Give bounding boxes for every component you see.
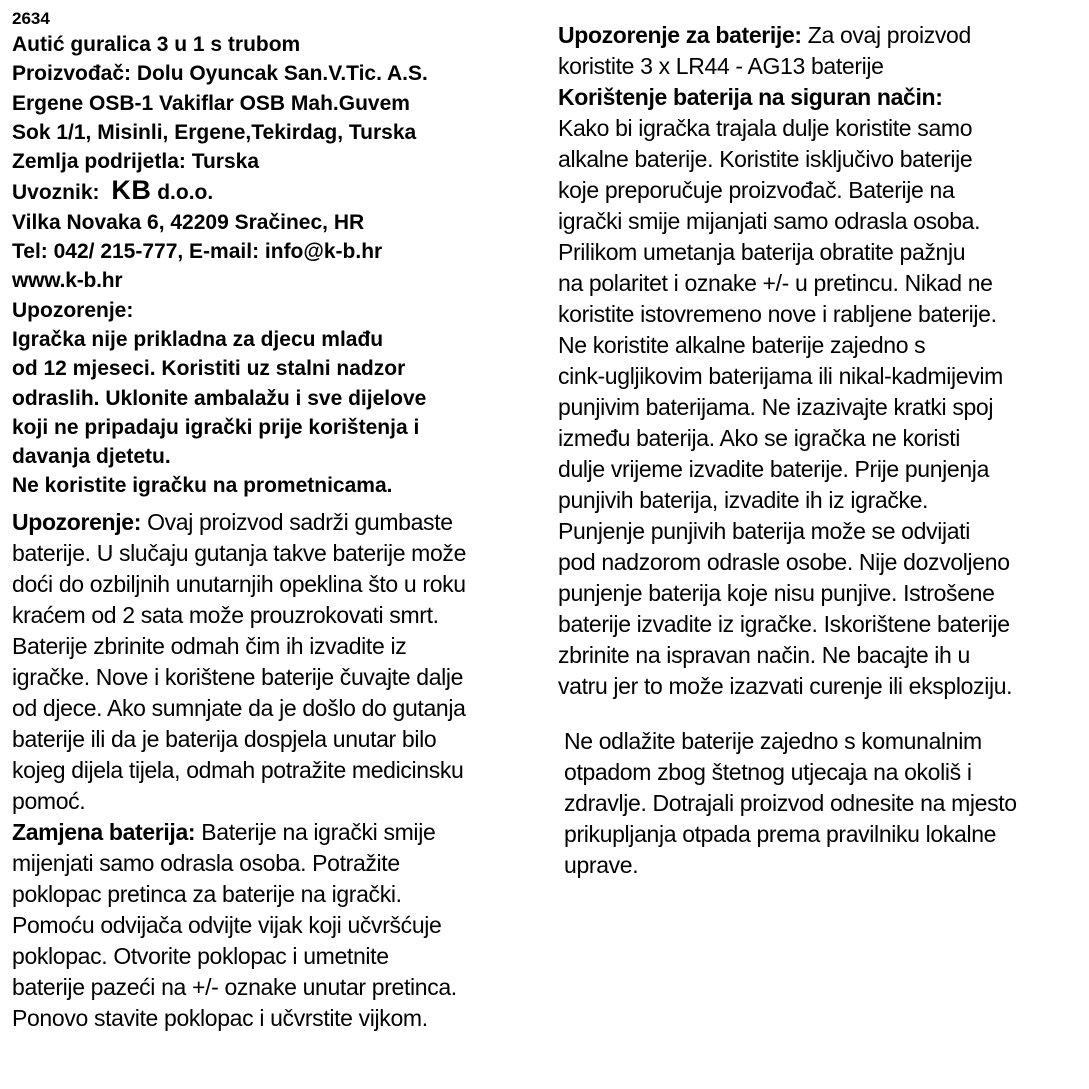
product-title: Autić guralica 3 u 1 s trubom [12, 33, 301, 56]
battery-type-first-text: Za ovaj proizvod [801, 22, 971, 48]
safe-use-line: Ne koristite alkalne baterije zajedno s [558, 332, 926, 358]
general-warning-line: davanja djetetu. [12, 445, 171, 469]
battery-replacement-line: poklopac. Otvorite poklopac i umetnite [12, 942, 389, 969]
battery-replacement-line: Ponovo stavite poklopac i učvrstite vijkom. [12, 1004, 428, 1031]
battery-warning-line: baterije ili da je baterija dospjela unutar bilo [12, 725, 437, 752]
safe-use-line: dulje vrijeme izvadite baterije. Prije punjenja [558, 456, 990, 482]
battery-warning-label: Upozorenje: [12, 508, 142, 535]
importer-website: www.k-b.hr [12, 269, 123, 293]
battery-replacement-line: Pomoću odvijača odvijte vijak koji učvršćuje [12, 911, 442, 938]
battery-type-first-line [558, 20, 1086, 51]
manufacturer-line-1: Proizvođač: Dolu Oyuncak San.V.Tic. A.S. [12, 62, 428, 86]
importer-line [12, 176, 542, 207]
general-warning-title: Upozorenje: [12, 298, 134, 322]
manufacturer-line-2: Ergene OSB-1 Vakiflar OSB Mah.Guvem [12, 91, 410, 115]
safe-use-line: igrački smije mijanjati samo odrasla osoba. [558, 208, 981, 234]
battery-warning-first-line [12, 507, 542, 538]
battery-replacement-line: baterije pazeći na +/- oznake unutar pretinca. [12, 973, 457, 1000]
battery-warning-line: Baterije zbrinite odmah čim ih izvadite iz [12, 632, 407, 659]
product-code: 2634 [12, 9, 50, 28]
safe-use-line: vatru jer to može izazvati curenje ili eksploziju. [558, 673, 1013, 699]
safe-use-line: punjivih baterija, izvadite ih iz igračke. [558, 487, 929, 513]
general-warning-line: koji ne pripadaju igrački prije korištenja i [12, 415, 420, 439]
safe-use-line: koje preporučuje proizvođač. Baterije na [558, 177, 955, 203]
battery-type-warning [558, 20, 1086, 82]
safe-use-line: pod nadzorom odrasle osobe. Nije dozvoljeno [558, 549, 1010, 575]
battery-type-label: Upozorenje za baterije: [558, 22, 802, 48]
battery-warning-line: od djece. Ako sumnjate da je došlo do gutanja [12, 694, 466, 721]
product-header [12, 8, 542, 501]
manufacturer-line-3: Sok 1/1, Misinli, Ergene,Tekirdag, Turska [12, 120, 417, 144]
disposal-notice [558, 726, 1086, 881]
country-of-origin: Zemlja podrijetla: Turska [12, 150, 260, 174]
battery-replacement-line: mijenjati samo odrasla osoba. Potražite [12, 849, 400, 876]
battery-warning-line: pomoć. [12, 787, 86, 814]
button-battery-warning [12, 507, 542, 817]
kb-logo: KB [111, 175, 152, 206]
battery-warning-first-text: Ovaj proizvod sadrži gumbaste [141, 508, 453, 535]
general-warning-line: od 12 mjeseci. Koristiti uz stalni nadzor [12, 357, 406, 381]
safe-battery-use [558, 82, 1086, 702]
safe-use-line: Punjenje punjivih baterija može se odvijati [558, 518, 970, 544]
right-column [558, 20, 1086, 881]
safe-use-line: alkalne baterije. Koristite isključivo baterije [558, 146, 973, 172]
battery-warning-line: kojeg dijela tijela, odmah potražite medicinsku [12, 756, 464, 783]
importer-contact: Tel: 042/ 215-777, E-mail: info@k-b.hr [12, 240, 383, 264]
disposal-line: prikupljanja otpada prema pravilniku lokalne [564, 821, 997, 847]
importer-suffix: d.o.o. [157, 181, 214, 205]
battery-warning-line: kraćem od 2 sata može prouzrokovati smrt. [12, 601, 439, 628]
general-warning-line: Igračka nije prikladna za djecu mlađu [12, 327, 384, 351]
battery-replacement-label: Zamjena baterija: [12, 818, 196, 845]
safe-use-title-line [558, 82, 1086, 113]
disposal-line: Ne odlažite baterije zajedno s komunalnim [564, 728, 982, 754]
safe-use-line: koristite istovremeno nove i rabljene baterije. [558, 301, 997, 327]
general-warning-line: odraslih. Uklonite ambalažu i sve dijelove [12, 386, 427, 410]
battery-replacement-first-text: Baterije na igrački smije [195, 818, 436, 845]
battery-type-line: koristite 3 x LR44 - AG13 baterije [558, 53, 884, 79]
battery-replacement-first-line [12, 817, 542, 848]
safe-use-line: Kako bi igračka trajala dulje koristite samo [558, 115, 973, 141]
importer-label: Uvoznik: [12, 181, 100, 205]
safe-use-line: na polaritet i oznake +/- u pretincu. Nikad ne [558, 270, 993, 296]
battery-warning-line: baterije. U slučaju gutanja takve baterije može [12, 539, 467, 566]
battery-warning-line: igračke. Nove i korištene baterije čuvajte dalje [12, 663, 464, 690]
safe-use-line: cink-ugljikovim baterijama ili nikal-kadmijevim [558, 363, 1003, 389]
disposal-line: otpadom zbog štetnog utjecaja na okoliš i [564, 759, 972, 785]
battery-warning-line: doći do ozbiljnih unutarnjih opeklina što u roku [12, 570, 466, 597]
safe-use-line: zbrinite na ispravan način. Ne bacajte ih u [558, 642, 970, 668]
safe-use-line: između baterija. Ako se igračka ne koristi [558, 425, 961, 451]
safe-use-label: Korištenje baterija na siguran način: [558, 84, 943, 110]
safe-use-line: punjenje baterija koje nisu punjive. Istrošene [558, 580, 995, 606]
battery-replacement-line: poklopac pretinca za baterije na igrački. [12, 880, 402, 907]
disposal-line: uprave. [564, 852, 639, 878]
safe-use-line: baterije izvadite iz igračke. Iskorištene baterije [558, 611, 1010, 637]
safe-use-line: Prilikom umetanja baterija obratite pažnju [558, 239, 966, 265]
disposal-line: zdravlje. Dotrajali proizvod odnesite na mjesto [564, 790, 1017, 816]
general-warning-line: Ne koristite igračku na prometnicama. [12, 474, 393, 498]
left-column [12, 8, 542, 1034]
safe-use-line: punjivim baterijama. Ne izazivajte kratki spoj [558, 394, 994, 420]
battery-replacement [12, 817, 542, 1034]
importer-address: Vilka Novaka 6, 42209 Sračinec, HR [12, 210, 365, 234]
